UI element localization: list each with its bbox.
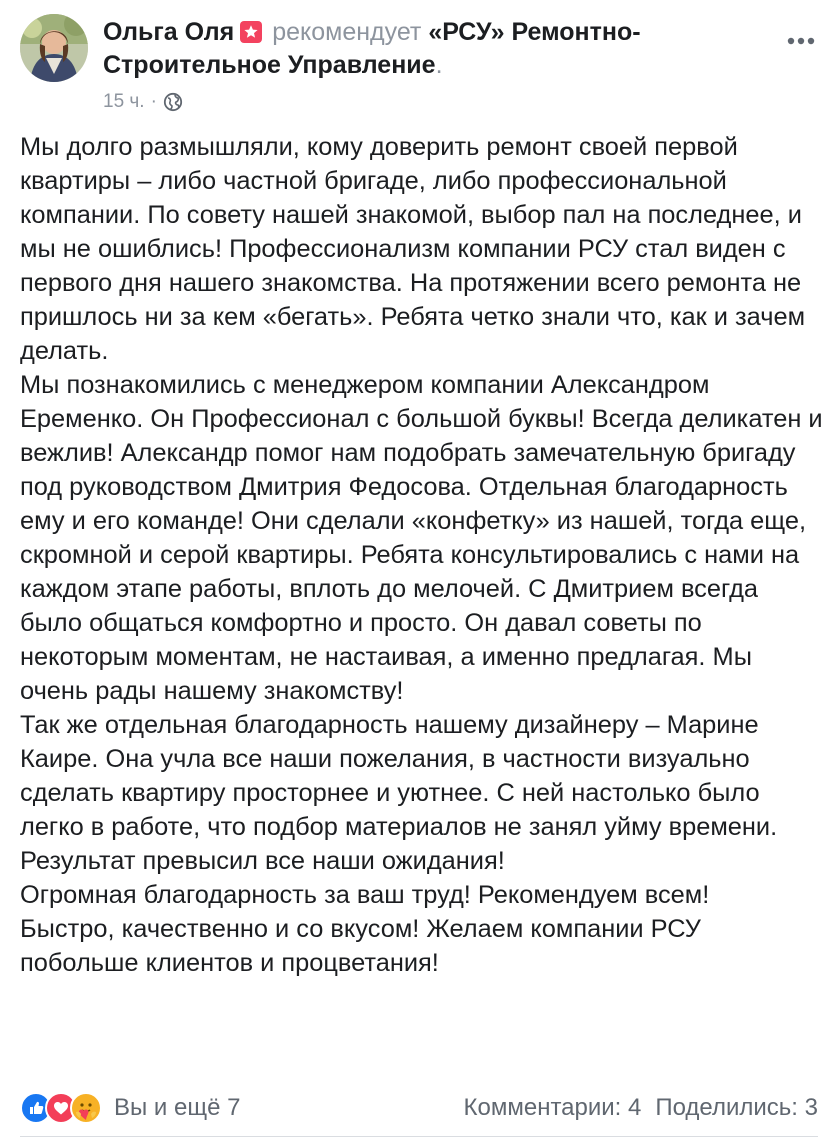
reactions-label: Вы и ещё 7 (114, 1094, 241, 1121)
post-text (20, 130, 830, 980)
care-icon (70, 1092, 102, 1124)
post-header (103, 16, 743, 82)
post-paragraph: Так же отдельная благодарность нашему дизайнеру – Марине Каире. Она учла все наши пожелания, в частности визуально сделать квартиру просторнее и уютнее. С ней настолько было легко в работе, что подбор материалов не занял уйму времени. Результат превысил все наши ожидания! (20, 711, 785, 875)
reactions-summary[interactable] (20, 1092, 240, 1124)
recommend-star-icon (240, 19, 262, 41)
avatar-photo (20, 14, 88, 82)
post-timestamp[interactable]: 15 ч. (103, 91, 145, 112)
globe-icon[interactable] (163, 92, 183, 112)
page-link[interactable]: «РСУ» Ремонтно-Строительное Управление (103, 18, 641, 79)
post-paragraph: Мы познакомились с менеджером компании Александром Еременко. Он Профессионал с большой буквы! Всегда деликатен и вежлив! Александр помог нам подобрать замечательную бригаду под руководством Дмитрия Федосова. Отдельная благодарность ему и его команде! Они сделали «конфетку» из нашей, тогда еще, скромной и серой квартиры. Ребята консультировались с нами на каждом этапе работы, вплоть до мелочей. С Дмитрием всегда было общаться комфортно и просто. Он давал советы по некоторым моментам, не настаивая, а именно предлагая. Мы очень рады нашему знакомству! (20, 371, 830, 705)
shares-count-link[interactable]: Поделились: 3 (655, 1094, 818, 1121)
reaction-icons (20, 1092, 102, 1124)
author-name[interactable]: Ольга Оля (103, 18, 235, 46)
post-meta (103, 90, 183, 114)
post-paragraph: Огромная благодарность за ваш труд! Рекомендуем всем! (20, 881, 710, 909)
engagement-counts (464, 1094, 818, 1122)
meta-separator: · (150, 91, 157, 112)
post-paragraph: Мы долго размышляли, кому доверить ремонт своей первой квартиры – либо частной бригаде, либо профессиональной компании. По совету нашей знакомой, выбор пал на последнее, и мы не ошиблись! Профессионализм компании РСУ стал виден с первого дня нашего знакомства. На протяжении всего ремонта не пришлось ни за кем «бегать». Ребята четко знали что, как и зачем делать. (20, 133, 813, 365)
author-avatar[interactable] (20, 14, 88, 82)
action-verb: рекомендует (272, 18, 422, 46)
post-paragraph: Быстро, качественно и со вкусом! Желаем компании РСУ побольше клиентов и процветания! (20, 915, 708, 977)
comments-count-link[interactable]: Комментарии: 4 (463, 1094, 642, 1121)
post-footer (20, 1088, 818, 1128)
footer-divider (20, 1136, 818, 1137)
more-options-icon[interactable] (784, 34, 818, 48)
header-period: . (435, 51, 443, 79)
